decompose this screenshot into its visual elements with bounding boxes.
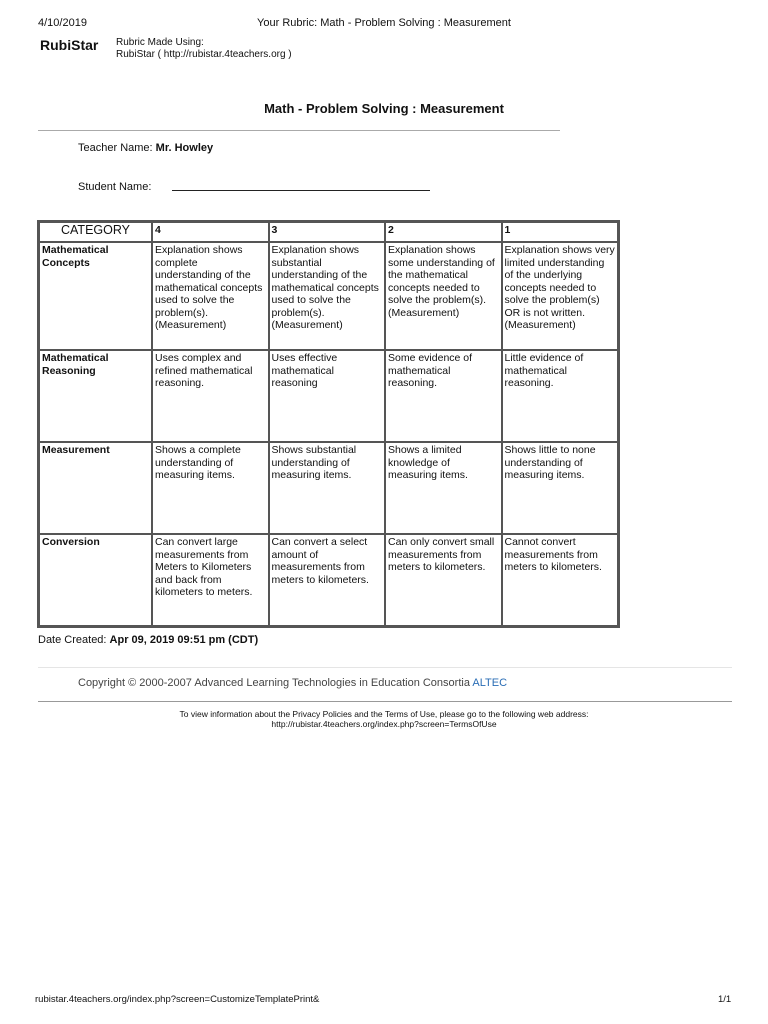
title-divider xyxy=(38,130,560,131)
made-using-note xyxy=(116,37,292,61)
rubistar-logo[interactable]: RubiStar xyxy=(40,37,99,53)
made-using-url[interactable]: RubiStar ( http://rubistar.4teachers.org ) xyxy=(116,49,292,60)
header-score-4: 4 xyxy=(152,222,269,242)
descriptor-cell: Cannot convert measurements from meters to kilometers. xyxy=(502,534,619,626)
print-header-title: Your Rubric: Math - Problem Solving : Measurement xyxy=(257,17,511,29)
category-cell: Conversion xyxy=(39,534,152,626)
table-row xyxy=(39,534,618,626)
date-created-value: Apr 09, 2019 09:51 pm (CDT) xyxy=(109,634,259,646)
student-name-blank-line xyxy=(172,190,430,191)
copyright-text: Copyright © 2000-2007 Advanced Learning Technologies in Education Consortia xyxy=(78,677,470,689)
descriptor-cell: Shows substantial understanding of measuring items. xyxy=(269,442,386,534)
category-cell: Mathematical Reasoning xyxy=(39,350,152,442)
category-cell: Mathematical Concepts xyxy=(39,242,152,350)
descriptor-cell: Some evidence of mathematical reasoning. xyxy=(385,350,502,442)
descriptor-cell: Uses complex and refined mathematical reasoning. xyxy=(152,350,269,442)
descriptor-cell: Can convert large measurements from Meters to Kilometers and back from kilometers to meters. xyxy=(152,534,269,626)
table-row xyxy=(39,350,618,442)
table-header-row xyxy=(39,222,618,242)
descriptor-cell: Uses effective mathematical reasoning xyxy=(269,350,386,442)
privacy-notice xyxy=(0,709,768,729)
teacher-name-value: Mr. Howley xyxy=(155,142,214,154)
header-score-1: 1 xyxy=(502,222,619,242)
descriptor-cell: Explanation shows substantial understanding of the mathematical concepts used to solve the problem(s). (Measurement) xyxy=(269,242,386,350)
descriptor-cell: Little evidence of mathematical reasoning. xyxy=(502,350,619,442)
made-using-label: Rubric Made Using: xyxy=(116,37,204,48)
category-cell: Measurement xyxy=(39,442,152,534)
footer-divider xyxy=(38,701,732,702)
descriptor-cell: Shows a limited knowledge of measuring items. xyxy=(385,442,502,534)
teacher-name-row xyxy=(78,142,213,154)
footer-divider-light xyxy=(38,667,732,668)
copyright-notice xyxy=(78,677,507,689)
print-footer-url: rubistar.4teachers.org/index.php?screen=CustomizeTemplatePrint& xyxy=(35,994,320,1005)
descriptor-cell: Explanation shows complete understanding of the mathematical concepts used to solve the problem(s). (Measurement) xyxy=(152,242,269,350)
print-date: 4/10/2019 xyxy=(38,17,87,29)
table-row xyxy=(39,442,618,534)
rubric-title: Math - Problem Solving : Measurement xyxy=(264,101,504,116)
descriptor-cell: Shows little to none understanding of measuring items. xyxy=(502,442,619,534)
descriptor-cell: Can convert a select amount of measurements from meters to kilometers. xyxy=(269,534,386,626)
altec-link[interactable]: ALTEC xyxy=(472,677,508,689)
table-row xyxy=(39,242,618,350)
rubric-table xyxy=(37,220,620,628)
descriptor-cell: Explanation shows some understanding of the mathematical concepts needed to solve the problem(s). (Measurement) xyxy=(385,242,502,350)
header-score-2: 2 xyxy=(385,222,502,242)
descriptor-cell: Can only convert small measurements from meters to kilometers. xyxy=(385,534,502,626)
header-score-3: 3 xyxy=(269,222,386,242)
print-page-number: 1/1 xyxy=(718,994,732,1005)
header-category: CATEGORY xyxy=(39,222,152,242)
teacher-name-label: Teacher Name: xyxy=(78,142,153,154)
terms-url[interactable]: http://rubistar.4teachers.org/index.php?screen=TermsOfUse xyxy=(271,719,497,729)
date-created-row xyxy=(38,634,258,646)
privacy-text: To view information about the Privacy Policies and the Terms of Use, please go to the following web address: xyxy=(179,709,589,719)
descriptor-cell: Explanation shows very limited understanding of the underlying concepts needed to solve the problem(s) OR is not written. (Measurement) xyxy=(502,242,619,350)
date-created-label: Date Created: xyxy=(38,634,107,646)
student-name-label: Student Name: xyxy=(78,181,152,193)
descriptor-cell: Shows a complete understanding of measuring items. xyxy=(152,442,269,534)
